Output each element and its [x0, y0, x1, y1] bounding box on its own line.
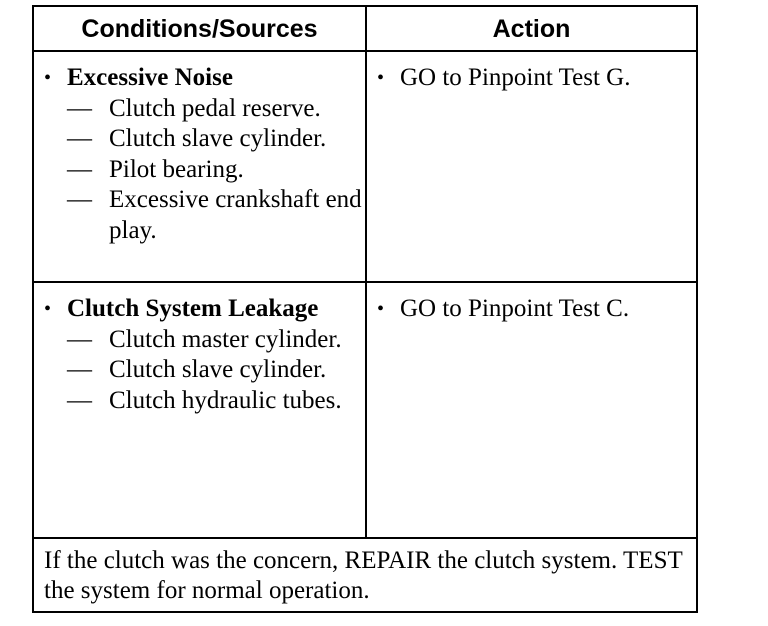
table-header-row [33, 6, 697, 51]
footer-row [33, 538, 697, 612]
source-list [44, 325, 365, 417]
condition-cell [33, 282, 366, 538]
header-action: Action [366, 6, 697, 51]
bullet-icon: • [44, 298, 52, 320]
table-row [33, 51, 697, 282]
list-item: — Clutch slave cylinder. [67, 125, 327, 152]
action-text: GO to Pinpoint Test G. [400, 64, 631, 91]
diagnosis-table [32, 5, 698, 613]
condition-cell [33, 51, 366, 282]
table-row [33, 282, 697, 538]
action-text: GO to Pinpoint Test C. [400, 295, 630, 322]
action-cell [366, 282, 697, 538]
list-item: — Clutch slave cylinder. [67, 356, 327, 383]
action-cell [366, 51, 697, 282]
bullet-icon: • [44, 67, 52, 89]
condition-title: Clutch System Leakage [67, 295, 319, 322]
condition-title: Excessive Noise [67, 64, 233, 91]
list-item: — Clutch pedal reserve. [67, 94, 321, 122]
bullet-icon: • [377, 298, 385, 320]
list-item: — Excessive crankshaft end play. [67, 186, 362, 244]
list-item: — Clutch master cylinder. [67, 325, 342, 353]
header-conditions: Conditions/Sources [33, 6, 366, 51]
list-item: — Clutch hydraulic tubes. [67, 386, 342, 414]
source-list [44, 94, 365, 247]
list-item: — Pilot bearing. [67, 155, 244, 183]
bullet-icon: • [377, 67, 385, 89]
footer-note: If the clutch was the concern, REPAIR the clutch system. TEST the system for normal operation. [33, 538, 697, 612]
